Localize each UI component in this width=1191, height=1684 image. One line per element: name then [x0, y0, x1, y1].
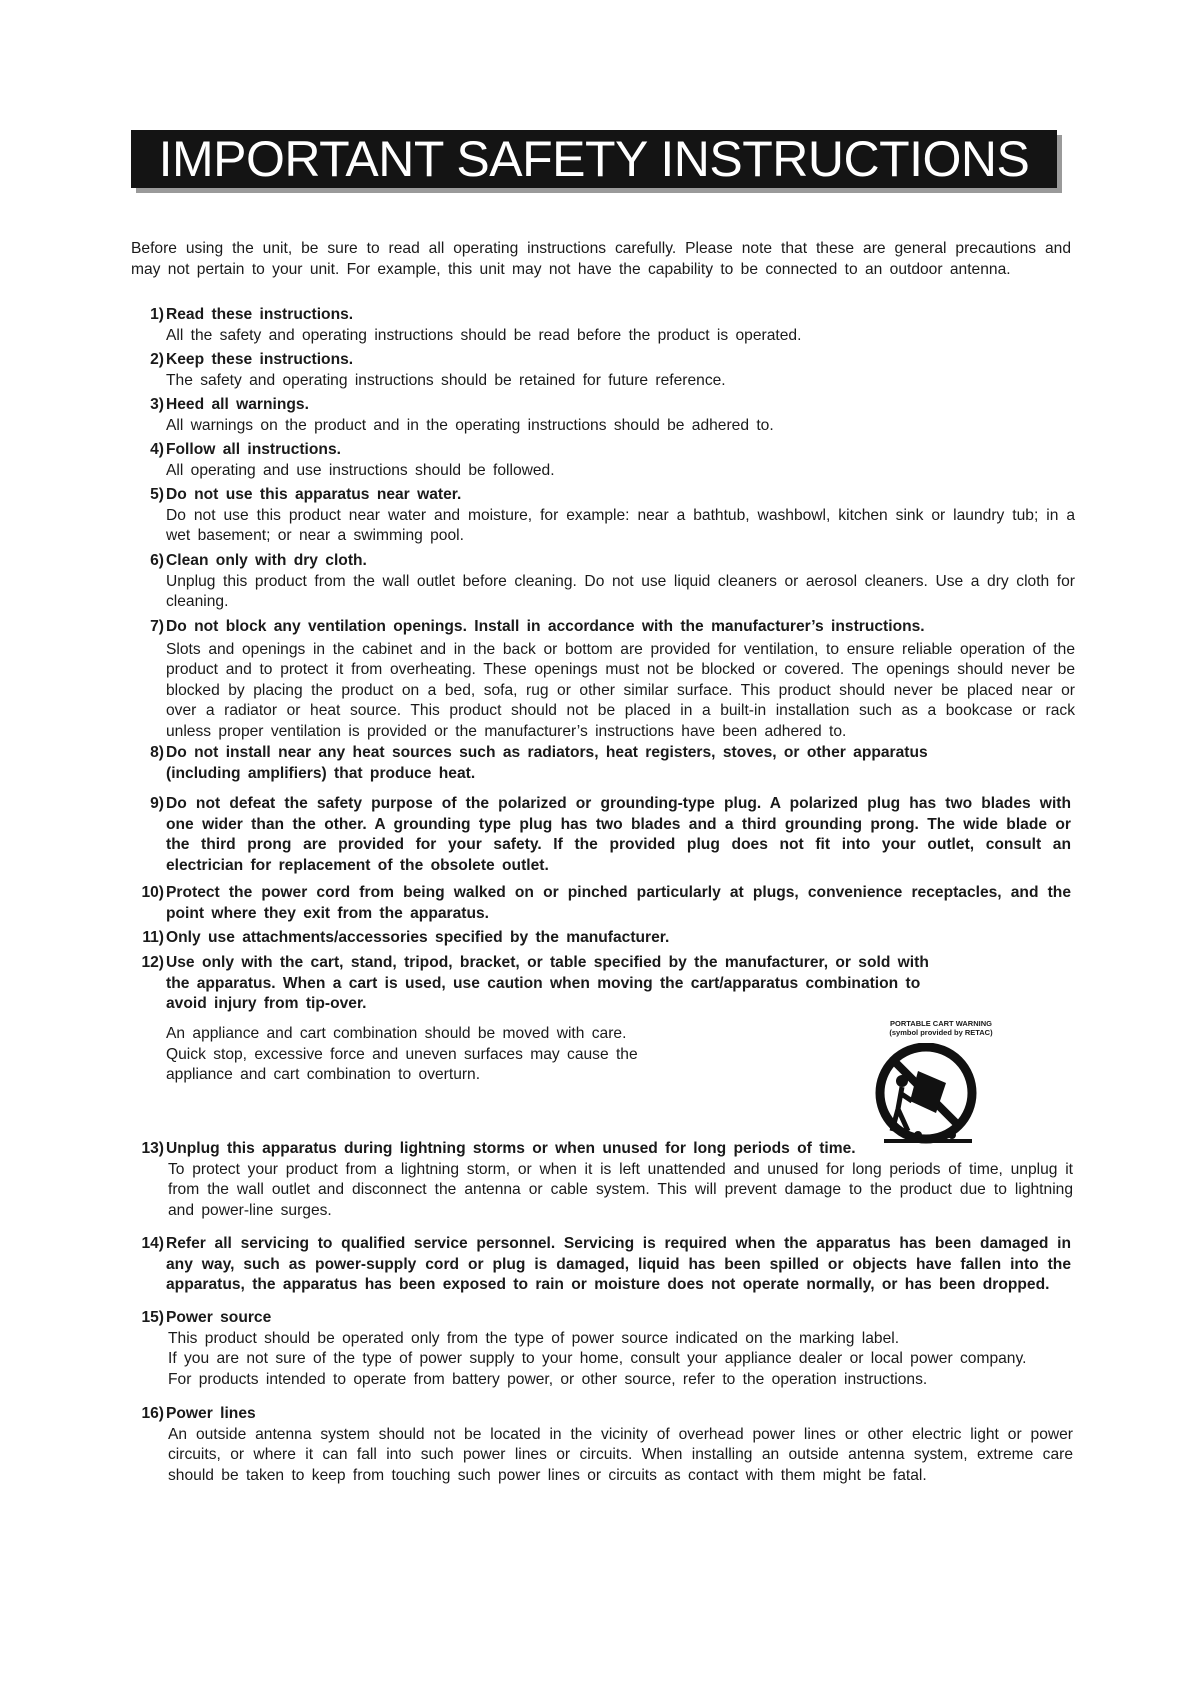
list-item	[131, 395, 1075, 436]
item-number: 7)	[150, 618, 164, 635]
item-number: 14)	[141, 1235, 164, 1252]
item-heading: Use only with the cart, stand, tripod, bracket, or table specified by the manufacturer, or sold with the apparatus. When a cart is used, use caution when moving the cart/apparatus combination to avoid injury from tip-over.	[166, 954, 929, 1012]
item-heading: Follow all instructions.	[166, 441, 341, 458]
list-item	[131, 485, 1075, 547]
item-number: 12)	[141, 954, 164, 971]
item-number: 1)	[150, 306, 164, 323]
item-number: 15)	[141, 1309, 164, 1326]
item-heading: Read these instructions.	[166, 306, 354, 323]
item-heading: Clean only with dry cloth.	[166, 552, 367, 569]
item-heading: Unplug this apparatus during lightning storms or when unused for long periods of time.	[166, 1140, 856, 1157]
item-body: All warnings on the product and in the operating instructions should be adhered to.	[166, 416, 774, 434]
list-item	[131, 928, 1075, 949]
item-number: 11)	[142, 929, 164, 946]
item-number: 5)	[150, 486, 164, 503]
list-item	[131, 953, 1075, 1015]
item-heading: Keep these instructions.	[166, 351, 354, 368]
item-number: 4)	[150, 441, 164, 458]
item-body: All operating and use instructions should be followed.	[166, 461, 555, 479]
cart-warning-text: An appliance and cart combination should be moved with care. Quick stop, excessive force and uneven surfaces may cause the appliance and cart combination to overturn.	[166, 1025, 638, 1083]
item-body: An outside antenna system should not be located in the vicinity of overhead power lines or other electric light or power circuits, or where it can fall into such power lines or circuits. When installing an outside antenna system, extreme care should be taken to keep from touching such power lines or circuits as contact with them might be fatal.	[168, 1425, 1073, 1484]
item-number: 16)	[141, 1405, 164, 1422]
item-number: 6)	[150, 552, 164, 569]
item-body: This product should be operated only from the type of power source indicated on the marking label.	[168, 1329, 900, 1347]
list-item	[131, 1404, 1075, 1486]
list-item	[131, 1308, 1075, 1390]
cart-caption-line2: (symbol provided by RETAC)	[889, 1027, 993, 1037]
item-heading: Protect the power cord from being walked on or pinched particularly at plugs, convenience receptacles, and the point where they exit from the apparatus.	[166, 884, 1071, 922]
list-item	[131, 440, 1075, 481]
list-item	[131, 883, 1075, 924]
intro-paragraph: Before using the unit, be sure to read all operating instructions carefully. Please note that these are general precautions and may not pertain to your unit. For example, this unit may not have the capability to be connected to an outdoor antenna.	[131, 240, 1071, 278]
list-item	[131, 1234, 1075, 1296]
item-body: Slots and openings in the cabinet and in the back or bottom are provided for ventilation, to ensure reliable operation of the product and to protect it from overheating. These openings must not be blocked or covered. The openings should never be blocked by placing the product on a bed, sofa, rug or other similar surface. This product should never be placed near or over a radiator or heat source. This product should not be placed in a built-in installation such as a bookcase or rack unless proper ventilation is provided or the manufacturer’s instructions have been adhered to.	[166, 640, 1075, 740]
list-item	[131, 350, 1075, 391]
item-number: 8)	[150, 744, 164, 761]
item-heading: Do not defeat the safety purpose of the polarized or grounding-type plug. A polarized plug has two blades with one wider than the other. A grounding type plug has two blades and a third grounding prong. The wide blade or the third prong are provided for your safety. If the provided plug does not fit into your outlet, consult an electrician for replacement of the obsolete outlet.	[166, 795, 1071, 874]
item-heading: Power lines	[166, 1405, 256, 1422]
item-heading: Heed all warnings.	[166, 396, 309, 413]
cart-tip-over-warning-icon	[874, 1043, 978, 1147]
item-body: For products intended to operate from battery power, or other source, refer to the operation instructions.	[168, 1370, 928, 1388]
item-body: All the safety and operating instructions should be read before the product is operated.	[166, 326, 802, 344]
item-body: To protect your product from a lightning storm, or when it is left unattended and unused for long periods of time, unplug it from the wall outlet and disconnect the antenna or cable system. This will prevent damage to the product due to lightning and power-line surges.	[168, 1160, 1073, 1219]
item-heading: Do not block any ventilation openings. Install in accordance with the manufacturer’s instructions.	[166, 618, 925, 635]
item-heading: Refer all servicing to qualified service personnel. Servicing is required when the apparatus has been damaged in any way, such as power-supply cord or plug is damaged, liquid has been spilled or objects have fallen into the apparatus, the apparatus has been exposed to rain or moisture does not operate normally, or has been dropped.	[166, 1235, 1071, 1293]
item-number: 2)	[150, 351, 164, 368]
item-heading: Do not use this apparatus near water.	[166, 486, 462, 503]
item-heading: Only use attachments/accessories specified by the manufacturer.	[166, 929, 670, 946]
list-item	[131, 1139, 1075, 1221]
cart-warning-caption	[876, 1020, 1006, 1037]
cart-caption-line1: PORTABLE CART WARNING	[890, 1019, 992, 1028]
item-number: 10)	[141, 884, 164, 901]
item-number: 13)	[141, 1140, 164, 1157]
item-body: The safety and operating instructions should be retained for future reference.	[166, 371, 726, 389]
item-number: 3)	[150, 396, 164, 413]
list-item	[131, 794, 1075, 876]
list-item	[131, 551, 1075, 613]
list-item	[131, 305, 1075, 346]
item-number: 9)	[150, 795, 164, 812]
page-title: IMPORTANT SAFETY INSTRUCTIONS	[131, 130, 1057, 188]
list-item	[131, 617, 1075, 742]
item-body: Unplug this product from the wall outlet before cleaning. Do not use liquid cleaners or aerosol cleaners. Use a dry cloth for cleaning.	[166, 572, 1075, 610]
item-heading: Power source	[166, 1309, 272, 1326]
list-item	[131, 743, 1075, 784]
item-body: Do not use this product near water and moisture, for example: near a bathtub, washbowl, kitchen sink or laundry tub; in a wet basement; or near a swimming pool.	[166, 506, 1075, 544]
item-heading: Do not install near any heat sources such as radiators, heat registers, stoves, or other apparatus (including amplifiers) that produce heat.	[166, 744, 928, 782]
item-body: If you are not sure of the type of power supply to your home, consult your appliance dealer or local power company.	[168, 1350, 1027, 1367]
